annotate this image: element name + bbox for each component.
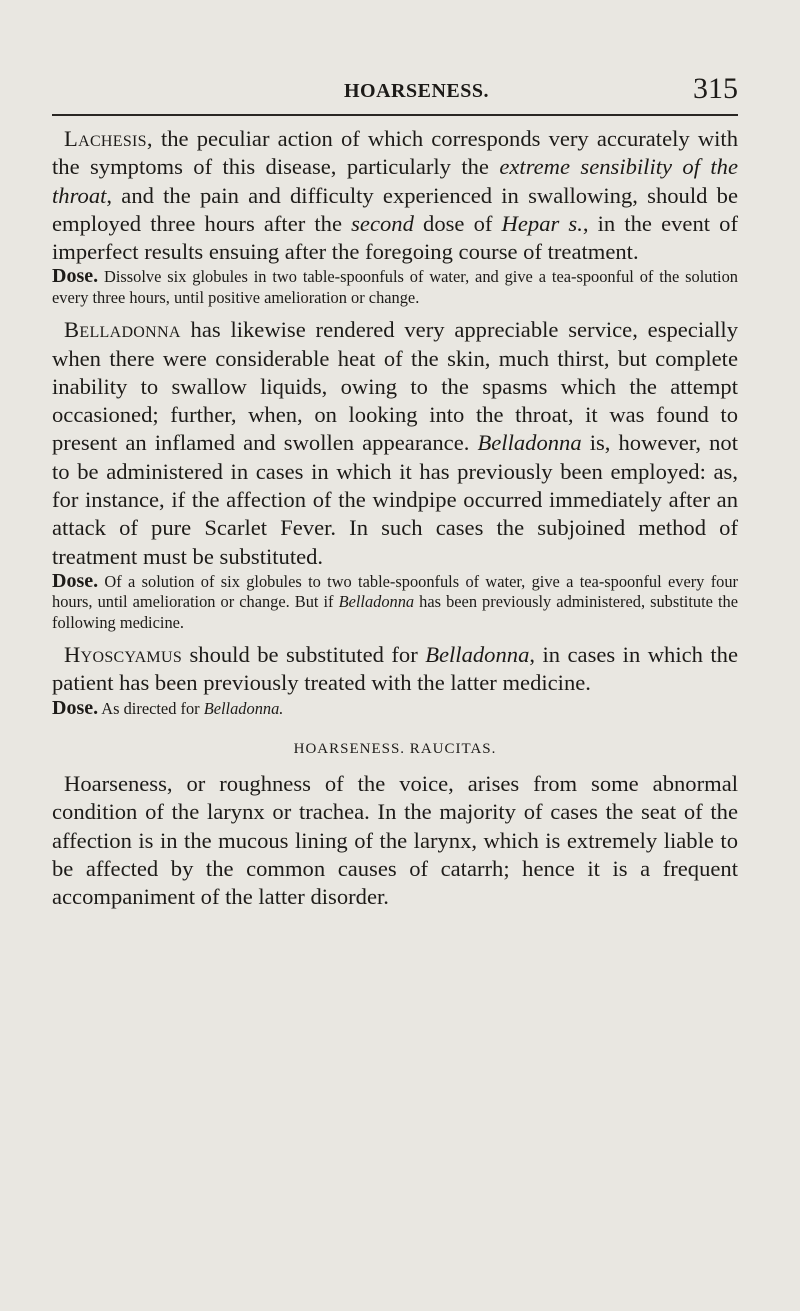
dose-label: Dose. <box>52 696 99 719</box>
running-head: HOARSENESS. <box>344 80 489 102</box>
dose-label: Dose. <box>52 569 99 592</box>
paragraph-hoarseness: Hoarseness, or roughness of the voice, arises from some abnormal condition of the larynx or trachea. In the majority of cases the seat of the affection is in the mucous lining of the larynx, which is extremely liable to be affected by the common causes of catarrh; hence it is a frequent accompaniment of the latter disorder. <box>52 771 738 910</box>
paragraph-belladonna: Belladonna has likewise rendered very appreciable service, especially when there were considerable heat of the skin, much thirst, but complete inability to swallow liquids, owing to the spasms which the attempt occasioned; further, when, on looking into the throat, it was found to present an inflamed and swollen appearance. Belladonna is, however, not to be administered in cases in which it has previously been employed: as, for instance, if the affection of the windpipe occurred immediately after an attack of pure Scarlet Fever. In such cases the subjoined method of treatment must be substituted. <box>52 317 738 569</box>
dose-note-hyoscyamus: Dose. As directed for Belladonna. <box>52 696 284 719</box>
remedy-name-lachesis: Lachesis, <box>64 126 153 151</box>
paragraph-lachesis: Lachesis, the peculiar action of which corresponds very accurately with the symptoms of this disease, particularly the extreme sensibility of the throat, and the pain and difficulty experienced in swallowing, should be employed three hours after the second dose of Hepar s., in the event of imperfect results ensuing after the foregoing course of treatment. <box>52 126 738 265</box>
paragraph-hyoscyamus: Hyoscyamus should be substituted for Belladonna, in cases in which the patient has been previously treated with the latter medicine. <box>52 642 738 696</box>
body-text <box>52 125 738 912</box>
section-heading: HOARSENESS. RAUCITAS. <box>293 741 497 758</box>
dose-note-lachesis: Dose. Dissolve six globules in two table-spoonfuls of water, and give a tea-spoonful of the solution every three hours, until positive amelioration or change. <box>52 265 738 307</box>
dose-label: Dose. <box>52 265 99 288</box>
remedy-name-hyoscyamus: Hyoscyamus <box>64 642 183 668</box>
page-header <box>52 74 738 114</box>
dose-note-belladonna: Dose. Of a solution of six globules to two table-spoonfuls of water, give a tea-spoonful every four hours, until amelioration or change. But if Belladonna has been previously administered, substitute the following medicine. <box>52 569 738 632</box>
remedy-name-belladonna: Belladonna <box>64 317 181 343</box>
page-number: 315 <box>693 72 738 105</box>
header-rule <box>52 114 738 116</box>
